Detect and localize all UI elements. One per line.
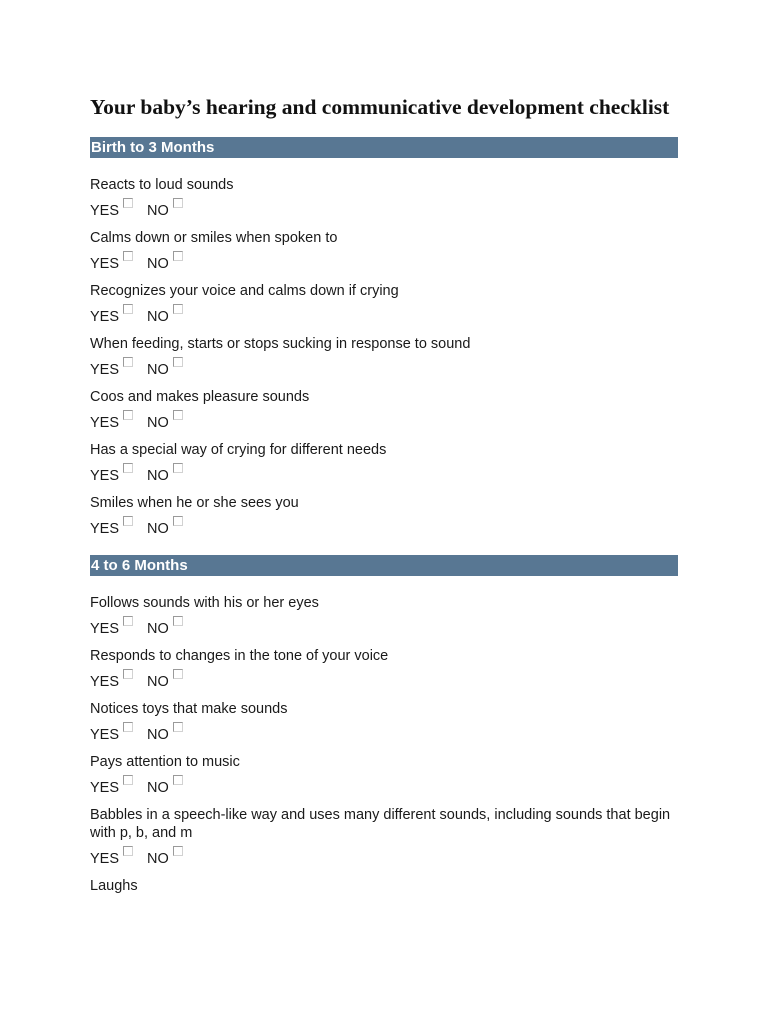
- question-text: Reacts to loud sounds: [90, 177, 234, 193]
- answer-row: [90, 195, 678, 220]
- checklist-item: [90, 229, 678, 273]
- no-checkbox[interactable]: [173, 722, 183, 732]
- no-checkbox[interactable]: [173, 669, 183, 679]
- question-text: Responds to changes in the tone of your voice: [90, 648, 389, 664]
- document-title: Your baby’s hearing and communicative development checklist: [90, 95, 670, 119]
- yes-checkbox[interactable]: [123, 463, 133, 473]
- no-label: NO: [147, 621, 169, 637]
- checklist-item: [90, 877, 678, 895]
- yes-label: YES: [90, 256, 120, 272]
- answer-row: [90, 772, 678, 797]
- no-checkbox[interactable]: [173, 846, 183, 856]
- answer-row: [90, 719, 678, 744]
- no-label: NO: [147, 415, 169, 431]
- no-checkbox[interactable]: [173, 198, 183, 208]
- checklist-item: [90, 594, 678, 638]
- question-text: Recognizes your voice and calms down if crying: [90, 283, 399, 299]
- question-text: Follows sounds with his or her eyes: [90, 595, 319, 611]
- no-label: NO: [147, 674, 169, 690]
- yes-checkbox[interactable]: [123, 616, 133, 626]
- no-checkbox[interactable]: [173, 357, 183, 367]
- no-label: NO: [147, 780, 169, 796]
- question-text: Laughs: [90, 878, 138, 894]
- yes-label: YES: [90, 309, 120, 325]
- no-label: NO: [147, 468, 169, 484]
- yes-label: YES: [90, 415, 120, 431]
- yes-checkbox[interactable]: [123, 357, 133, 367]
- yes-label: YES: [90, 362, 120, 378]
- checklist-item: [90, 388, 678, 432]
- yes-checkbox[interactable]: [123, 516, 133, 526]
- no-label: NO: [147, 521, 169, 537]
- checklist-item: [90, 647, 678, 691]
- section-header-4-to-6-months: 4 to 6 Months: [90, 555, 678, 576]
- checklist-item: [90, 494, 678, 538]
- yes-checkbox[interactable]: [123, 669, 133, 679]
- no-label: NO: [147, 256, 169, 272]
- no-checkbox[interactable]: [173, 616, 183, 626]
- answer-row: [90, 407, 678, 432]
- answer-row: [90, 301, 678, 326]
- yes-label: YES: [90, 521, 120, 537]
- yes-checkbox[interactable]: [123, 198, 133, 208]
- yes-label: YES: [90, 780, 120, 796]
- section-header-birth-to-3-months: Birth to 3 Months: [90, 137, 678, 158]
- yes-checkbox[interactable]: [123, 304, 133, 314]
- answer-row: [90, 460, 678, 485]
- yes-checkbox[interactable]: [123, 410, 133, 420]
- question-text: Smiles when he or she sees you: [90, 495, 299, 511]
- answer-row: [90, 843, 678, 868]
- checklist-item: [90, 176, 678, 220]
- yes-label: YES: [90, 851, 120, 867]
- no-checkbox[interactable]: [173, 463, 183, 473]
- section-items-birth-to-3-months: [90, 176, 678, 538]
- answer-row: [90, 613, 678, 638]
- no-label: NO: [147, 727, 169, 743]
- answer-row: [90, 248, 678, 273]
- checklist-item: [90, 700, 678, 744]
- checklist-item: [90, 282, 678, 326]
- yes-checkbox[interactable]: [123, 846, 133, 856]
- answer-row: [90, 513, 678, 538]
- document-page: [90, 92, 678, 904]
- yes-checkbox[interactable]: [123, 722, 133, 732]
- checklist-item: [90, 335, 678, 379]
- question-text: Calms down or smiles when spoken to: [90, 230, 338, 246]
- checklist-item: [90, 441, 678, 485]
- no-checkbox[interactable]: [173, 775, 183, 785]
- yes-label: YES: [90, 203, 120, 219]
- checklist-item: [90, 806, 678, 868]
- question-text: Coos and makes pleasure sounds: [90, 389, 310, 405]
- yes-label: YES: [90, 621, 120, 637]
- question-text: Notices toys that make sounds: [90, 701, 288, 717]
- no-checkbox[interactable]: [173, 251, 183, 261]
- no-label: NO: [147, 203, 169, 219]
- section-items-4-to-6-months: [90, 594, 678, 895]
- no-label: NO: [147, 851, 169, 867]
- yes-label: YES: [90, 468, 120, 484]
- checklist-item: [90, 753, 678, 797]
- question-text: Pays attention to music: [90, 754, 240, 770]
- answer-row: [90, 354, 678, 379]
- question-text: Babbles in a speech-like way and uses many different sounds, including sounds that begin with p, b, and m: [90, 807, 671, 841]
- yes-checkbox[interactable]: [123, 775, 133, 785]
- yes-label: YES: [90, 727, 120, 743]
- question-text: When feeding, starts or stops sucking in response to sound: [90, 336, 471, 352]
- yes-checkbox[interactable]: [123, 251, 133, 261]
- question-text: Has a special way of crying for different needs: [90, 442, 387, 458]
- no-checkbox[interactable]: [173, 410, 183, 420]
- no-checkbox[interactable]: [173, 516, 183, 526]
- answer-row: [90, 666, 678, 691]
- no-label: NO: [147, 362, 169, 378]
- yes-label: YES: [90, 674, 120, 690]
- no-checkbox[interactable]: [173, 304, 183, 314]
- no-label: NO: [147, 309, 169, 325]
